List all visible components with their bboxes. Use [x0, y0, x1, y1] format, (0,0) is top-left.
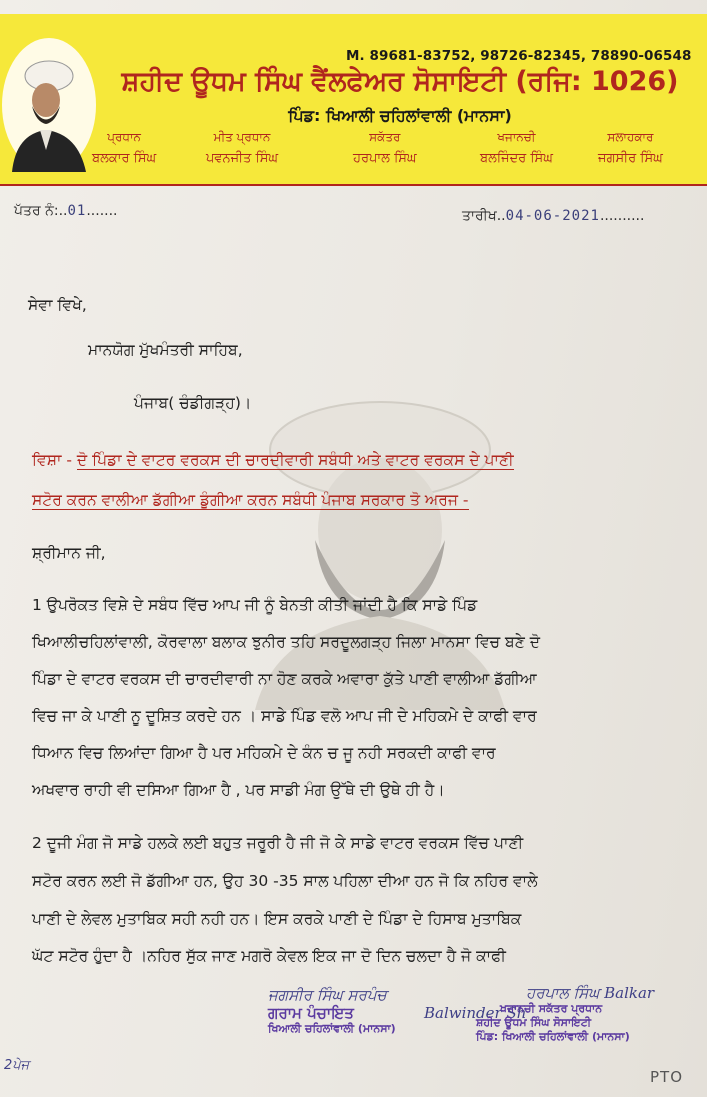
- officer-treasurer: ਖਜਾਨਚੀ ਬਲਜਿੰਦਰ ਸਿੰਘ: [480, 130, 553, 166]
- subject-line-2: ਸਟੋਰ ਕਰਨ ਵਾਲੀਆ ਡੱਗੀਆ ਡੂੰਗੀਆ ਕਰਨ ਸਬੰਧੀ ਪੰਜਾਬ ਸਰਕਾਰ ਤੋ ਅਰਜ -: [32, 491, 469, 509]
- letter-date: ਤਾਰੀਖ..04-06-2021..........: [462, 208, 645, 224]
- paragraph-2-line: 2 ਦੂਜੀ ਮੰਗ ਜੋ ਸਾਡੇ ਹਲਕੇ ਲਈ ਬਹੁਤ ਜਰੂਰੀ ਹੈ ਜੀ ਜੋ ਕੇ ਸਾਡੇ ਵਾਟਰ ਵਰਕਸ ਵਿੱਚ ਪਾਣੀ: [32, 834, 524, 852]
- officer-president: ਪ੍ਰਧਾਨ ਬਲਕਾਰ ਸਿੰਘ: [92, 130, 157, 166]
- recipient: ਮਾਨਯੋਗ ਮੁੱਖਮੰਤਰੀ ਸਾਹਿਬ,: [88, 341, 243, 359]
- greeting: ਸ਼੍ਰੀਮਾਨ ਜੀ,: [32, 544, 106, 562]
- paragraph-1-line: 1 ਉਪਰੋਕਤ ਵਿਸ਼ੇ ਦੇ ਸਬੰਧ ਵਿੱਚ ਆਪ ਜੀ ਨੂੰ ਬੇਨਤੀ ਕੀਤੀ ਜਾਂਦੀ ਹੈ ਕਿ ਸਾਡੇ ਪਿੰਡ: [32, 596, 478, 614]
- organization-address: ਪਿੰਡ: ਖਿਆਲੀ ਚਹਿਲਾਂਵਾਲੀ (ਮਾਨਸਾ): [288, 106, 512, 125]
- paragraph-2-line: ਘੱਟ ਸਟੋਰ ਹੁੰਦਾ ਹੈ ।ਨਹਿਰ ਸੁੱਕ ਜਾਣ ਮਗਰੋ ਕੇਵਲ ਇਕ ਜਾ ਦੋ ਦਿਨ ਚਲਦਾ ਹੈ ਜੋ ਕਾਫੀ: [32, 947, 506, 965]
- portrait-image: [2, 38, 96, 172]
- officer-advisor: ਸਲਾਹਕਾਰ ਜਗਸੀਰ ਸਿੰਘ: [598, 130, 663, 166]
- paragraph-1-line: ਅਖਵਾਰ ਰਾਹੀ ਵੀ ਦਸਿਆ ਗਿਆ ਹੈ , ਪਰ ਸਾਡੀ ਮੰਗ ਉੱਥੇ ਦੀ ਉਥੇ ਹੀ ਹੈ।: [32, 781, 445, 799]
- paragraph-1-line: ਵਿਚ ਜਾ ਕੇ ਪਾਣੀ ਨੂ ਦੂਸ਼ਿਤ ਕਰਦੇ ਹਨ । ਸਾਡੇ ਪਿੰਡ ਵਲੋ ਆਪ ਜੀ ਦੇ ਮਹਿਕਮੇ ਦੇ ਕਾਫੀ ਵਾਰ: [32, 707, 537, 725]
- paragraph-1-line: ਧਿਆਨ ਵਿਚ ਲਿਆਂਦਾ ਗਿਆ ਹੈ ਪਰ ਮਹਿਕਮੇ ਦੇ ਕੰਨ ਚ ਜੂ ਨਹੀ ਸਰਕਦੀ ਕਾਫੀ ਵਾਰ: [32, 744, 496, 762]
- paragraph-1-line: ਖਿਆਲੀਚਹਿਲਾਂਵਾਲੀ, ਕੋਰਵਾਲਾ ਬਲਾਕ ਝੁਨੀਰ ਤਹਿ ਸਰਦੂਲਗੜ੍ਹ ਜਿਲਾ ਮਾਨਸਾ ਵਿਚ ਬਣੇ ਦੋ: [32, 633, 541, 651]
- reference-number: ਪੱਤਰ ਨੰ:..01.......: [14, 203, 118, 219]
- sarpanch-signature-stamp: ਜਗਸੀਰ ਸਿੰਘ ਸਰਪੰਚ ਗਰਾਮ ਪੰਚਾਇਤ ਖਿਆਲੀ ਚਹਿਲਾਂਵਾਲੀ (ਮਾਨਸਾ): [268, 986, 396, 1035]
- please-turn-over: PTO: [650, 1068, 684, 1086]
- society-signature-stamp: ਹਰਪਾਲ ਸਿੰਘ Balkar ਖਜਾਨਚੀ ਸਕੱਤਰ ਪ੍ਰਧਾਨ ਸ਼ਹੀਦ ਊਧਮ ਸਿੰਘ ਸੋਸਾਇਟੀ ਪਿੰਡ: ਖਿਆਲੀ ਚਹਿਲਾਂਵਾਲੀ (ਮਾਨਸਾ): [476, 984, 655, 1043]
- page-count-note: 2ਪੇਜ: [4, 1058, 30, 1073]
- subject-line-1: ਵਿਸ਼ਾ - ਦੋ ਪਿੰਡਾ ਦੇ ਵਾਟਰ ਵਰਕਸ ਦੀ ਚਾਰਦੀਵਾਰੀ ਸਬੰਧੀ ਅਤੇ ਵਾਟਰ ਵਰਕਸ ਦੇ ਪਾਣੀ: [32, 451, 514, 469]
- paragraph-1-line: ਪਿੰਡਾ ਦੇ ਵਾਟਰ ਵਰਕਸ ਦੀ ਚਾਰਦੀਵਾਰੀ ਨਾ ਹੋਣ ਕਰਕੇ ਅਵਾਰਾ ਕੁੱਤੇ ਪਾਣੀ ਵਾਲੀਆ ਡੱਗੀਆ: [32, 670, 537, 688]
- paragraph-2-line: ਸਟੋਰ ਕਰਨ ਲਈ ਜੋ ਡੱਗੀਆ ਹਨ, ਉਹ 30 -35 ਸਾਲ ਪਹਿਲਾ ਦੀਆ ਹਨ ਜੋ ਕਿ ਨਹਿਰ ਵਾਲੇ: [32, 872, 538, 890]
- organization-name: ਸ਼ਹੀਦ ਊਧਮ ਸਿੰਘ ਵੈਂਲਫੇਅਰ ਸੋਸਾਇਟੀ (ਰਜਿ: 1026): [121, 66, 679, 97]
- letterhead: [0, 14, 707, 186]
- salutation-to: ਸੇਵਾ ਵਿਖੇ,: [28, 296, 87, 314]
- officer-vice-president: ਮੀਤ ਪ੍ਰਧਾਨ ਪਵਨਜੀਤ ਸਿੰਘ: [206, 130, 279, 166]
- treasurer-signature: Balwinder Sh: [424, 1004, 527, 1022]
- officer-secretary: ਸਕੱਤਰ ਹਰਪਾਲ ਸਿੰਘ: [353, 130, 417, 166]
- phone-numbers: M. 89681-83752, 98726-82345, 78890-06548: [346, 48, 692, 64]
- watermark-portrait: [215, 380, 545, 710]
- paragraph-2-line: ਪਾਣੀ ਦੇ ਲੇਵਲ ਮੁਤਾਬਿਕ ਸਹੀ ਨਹੀ ਹਨ। ਇਸ ਕਰਕੇ ਪਾਣੀ ਦੇ ਪਿੰਡਾ ਦੇ ਹਿਸਾਬ ਮੁਤਾਬਿਕ: [32, 910, 522, 928]
- recipient-place: ਪੰਜਾਬ( ਚੰਡੀਗੜ੍ਹ)।: [134, 394, 252, 412]
